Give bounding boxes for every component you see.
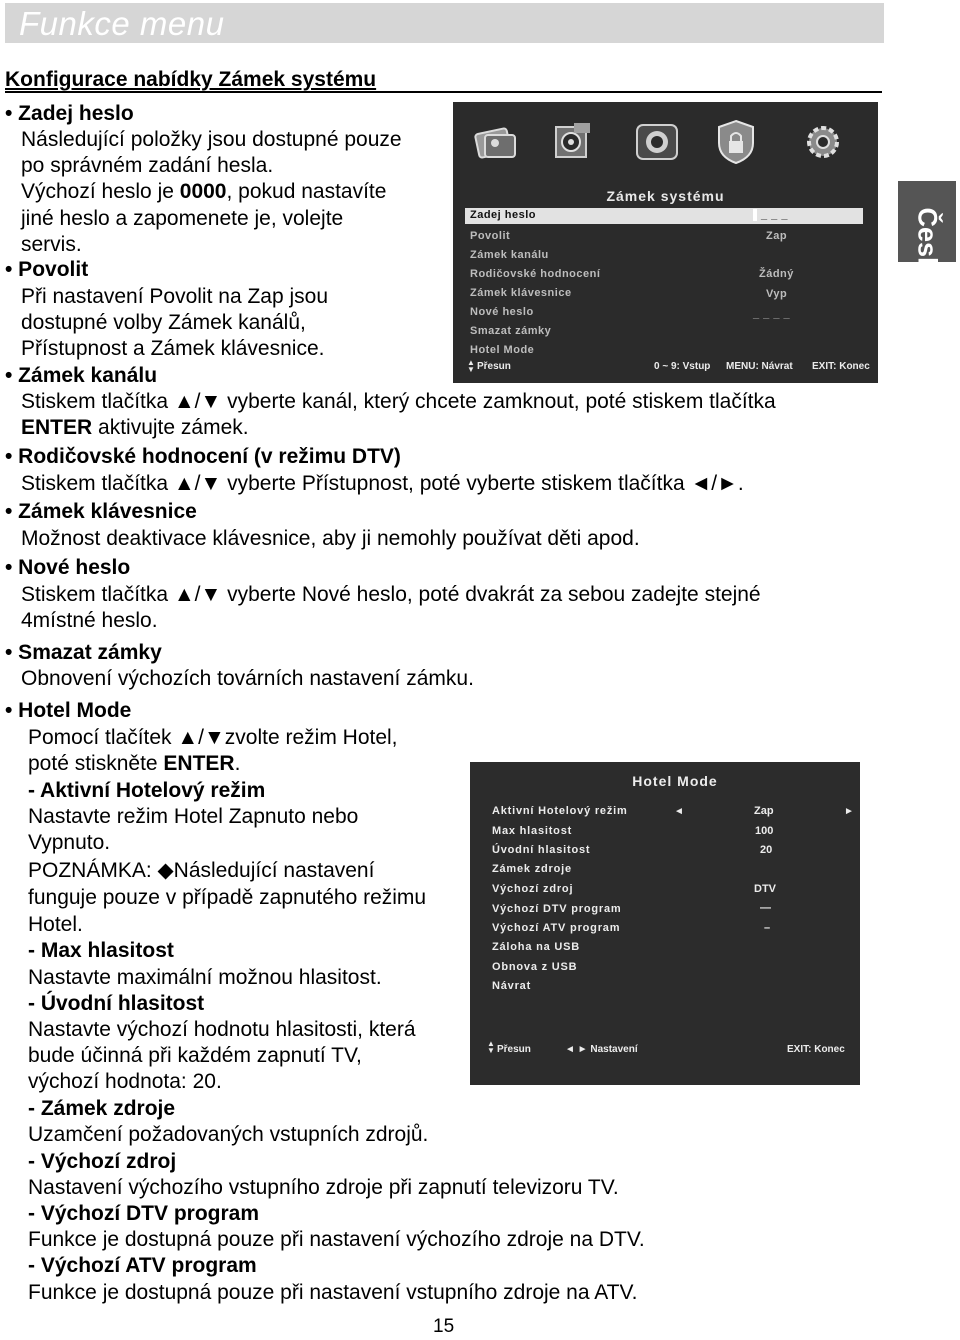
left-arrow-icon[interactable]: ◄ <box>674 806 684 817</box>
body-text: Následující položky jsou dostupné pouze <box>21 128 402 151</box>
body-text: Přístupnost a Zámek klávesnice. <box>21 337 325 360</box>
atv-program-value: – <box>764 922 771 934</box>
body-text: Pomocí tlačítek ▲/▼zvolte režim Hotel, <box>28 726 398 749</box>
body-text: Uzamčení požadovaných vstupních zdrojů. <box>28 1123 429 1146</box>
body-text: výchozí hodnota: 20. <box>28 1070 222 1093</box>
updown-arrow-icon: ▲ ▼ <box>487 1039 495 1055</box>
menu-item-initial-volume[interactable]: Úvodní hlasitost <box>492 844 591 856</box>
menu-item-return[interactable]: Návrat <box>492 980 532 992</box>
initial-volume-value: 20 <box>760 844 773 856</box>
footer-menu: MENU: Návrat <box>726 361 793 372</box>
menu-item-default-source[interactable]: Výchozí zdroj <box>492 883 574 895</box>
body-text: 4místné heslo. <box>21 609 158 632</box>
footer-move: Přesun <box>497 1044 531 1055</box>
header-bar <box>5 3 884 43</box>
sub-heading: - Aktivní Hotelový režim <box>28 779 266 802</box>
page-number: 15 <box>433 1316 455 1337</box>
body-text: Výchozí heslo je 0000, pokud nastavíte <box>21 180 387 203</box>
menu-item-max-volume[interactable]: Max hlasitost <box>492 825 573 837</box>
updown-arrow-icon: ▲ ▼ <box>467 358 475 374</box>
footer-exit: EXIT: Konec <box>812 361 870 372</box>
body-text: Obnovení výchozích továrních nastavení zámku. <box>21 667 474 690</box>
menu-item-parental-rating[interactable]: Rodičovské hodnocení <box>470 268 601 280</box>
bullet-heading: • Zámek kanálu <box>5 364 158 387</box>
section-title: Konfigurace nabídky Zámek systému <box>5 68 377 91</box>
new-password-field: _ _ _ _ <box>753 308 791 320</box>
body-text: Stiskem tlačítka ▲/▼ vyberte Přístupnost, poté vyberte stiskem tlačítka ◄/►. <box>21 472 744 495</box>
body-text: Hotel. <box>28 913 83 936</box>
body-text: Funkce je dostupná pouze při nastavení výchozího zdroje na DTV. <box>28 1228 645 1251</box>
body-text: po správném zadání hesla. <box>21 154 274 177</box>
sub-heading: - Výchozí DTV program <box>28 1202 260 1225</box>
default-source-value: DTV <box>754 883 776 895</box>
bullet-heading: • Zámek klávesnice <box>5 500 197 523</box>
body-text: Stiskem tlačítka ▲/▼ vyberte Nové heslo, poté dvakrát za sebou zadejte stejné <box>21 583 761 606</box>
menu-item-enable[interactable]: Povolit <box>470 230 511 242</box>
body-text: Při nastavení Povolit na Zap jsou <box>21 285 329 308</box>
menu-item-hotel-active[interactable]: Aktivní Hotelový režim <box>492 805 628 817</box>
hotel-active-value: Zap <box>754 805 774 817</box>
menu-icon-row <box>453 102 878 182</box>
section-divider <box>5 91 882 93</box>
right-arrow-icon[interactable]: ► <box>844 806 854 817</box>
bullet-heading: • Smazat zámky <box>5 641 162 664</box>
body-text: Funkce je dostupná pouze při nastavení vstupního zdroje na ATV. <box>28 1281 638 1304</box>
menu-item-default-dtv[interactable]: Výchozí DTV program <box>492 903 622 915</box>
sub-heading: - Výchozí zdroj <box>28 1150 177 1173</box>
body-text: Možnost deaktivace klávesnice, aby ji nemohly používat děti apod. <box>21 527 640 550</box>
body-text: Nastavte výchozí hodnotu hlasitosti, která <box>28 1018 416 1041</box>
clock-icon <box>633 117 683 167</box>
rating-value: Žádný <box>759 268 794 280</box>
enable-value: Zap <box>766 230 788 242</box>
body-text: Nastavení výchozího vstupního zdroje při zapnutí televizoru TV. <box>28 1176 619 1199</box>
footer-set: ◄ ► Nastavení <box>565 1044 638 1055</box>
body-text: jiné heslo a zapomenete je, volejte <box>21 207 344 230</box>
menu-item-hotel-mode[interactable]: Hotel Mode <box>470 344 535 356</box>
keylock-value: Vyp <box>766 288 788 300</box>
body-text: Nastavte režim Hotel Zapnuto nebo <box>28 805 359 828</box>
body-text: Stiskem tlačítka ▲/▼ vyberte kanál, který chcete zamknout, poté stiskem tlačítka <box>21 390 776 413</box>
body-text: POZNÁMKA: ◆Následující nastavení <box>28 859 375 882</box>
body-text: bude účinná při každém zapnutí TV, <box>28 1044 362 1067</box>
bullet-heading: • Rodičovské hodnocení (v režimu DTV) <box>5 445 401 468</box>
language-label: Česky <box>912 207 943 288</box>
setup-icon <box>798 117 848 167</box>
body-text: Nastavte maximální možnou hlasitost. <box>28 966 382 989</box>
lock-icon <box>711 117 761 167</box>
menu-item-key-lock[interactable]: Zámek klávesnice <box>470 287 572 299</box>
sound-icon <box>548 117 598 167</box>
password-field[interactable]: _ _ _ <box>753 209 788 221</box>
menu-item-source-lock[interactable]: Zámek zdroje <box>492 863 572 875</box>
hotel-mode-screen <box>470 762 860 1085</box>
screen-footer <box>453 357 878 377</box>
bullet-heading: • Hotel Mode <box>5 699 132 722</box>
footer-move: Přesun <box>477 361 511 372</box>
screen-title: Zámek systému <box>606 188 725 204</box>
screen-title: Hotel Mode <box>632 773 718 789</box>
max-volume-value: 100 <box>755 825 774 837</box>
sub-heading: - Úvodní hlasitost <box>28 992 205 1015</box>
bullet-heading: • Zadej heslo <box>5 102 134 125</box>
menu-item-default-atv[interactable]: Výchozí ATV program <box>492 922 621 934</box>
body-text: Vypnuto. <box>28 831 111 854</box>
sub-heading: - Výchozí ATV program <box>28 1254 257 1277</box>
bullet-heading: • Nové heslo <box>5 556 131 579</box>
menu-item-backup-usb[interactable]: Záloha na USB <box>492 941 581 953</box>
body-text: poté stiskněte ENTER. <box>28 752 241 775</box>
dtv-program-value: — <box>760 902 771 914</box>
footer-input: 0 ~ 9: Vstup <box>654 361 711 372</box>
system-lock-screen <box>453 102 878 383</box>
body-text: servis. <box>21 233 82 256</box>
body-text: dostupné volby Zámek kanálů, <box>21 311 306 334</box>
menu-item-channel-lock[interactable]: Zámek kanálu <box>470 249 549 261</box>
bullet-heading: • Povolit <box>5 258 89 281</box>
menu-item-restore-usb[interactable]: Obnova z USB <box>492 961 578 973</box>
menu-item-new-password[interactable]: Nové heslo <box>470 306 534 318</box>
language-tab <box>898 181 956 288</box>
menu-item-clear-locks[interactable]: Smazat zámky <box>470 325 552 337</box>
footer-exit: EXIT: Konec <box>787 1044 845 1055</box>
picture-icon <box>471 117 521 167</box>
sub-heading: - Zámek zdroje <box>28 1097 176 1120</box>
sub-heading: - Max hlasitost <box>28 939 174 962</box>
menu-item-password[interactable]: Zadej heslo <box>470 209 537 221</box>
body-text: ENTER aktivujte zámek. <box>21 416 249 439</box>
body-text: funguje pouze v případě zapnutého režimu <box>28 886 427 909</box>
page-header-title: Funkce menu <box>19 5 225 42</box>
